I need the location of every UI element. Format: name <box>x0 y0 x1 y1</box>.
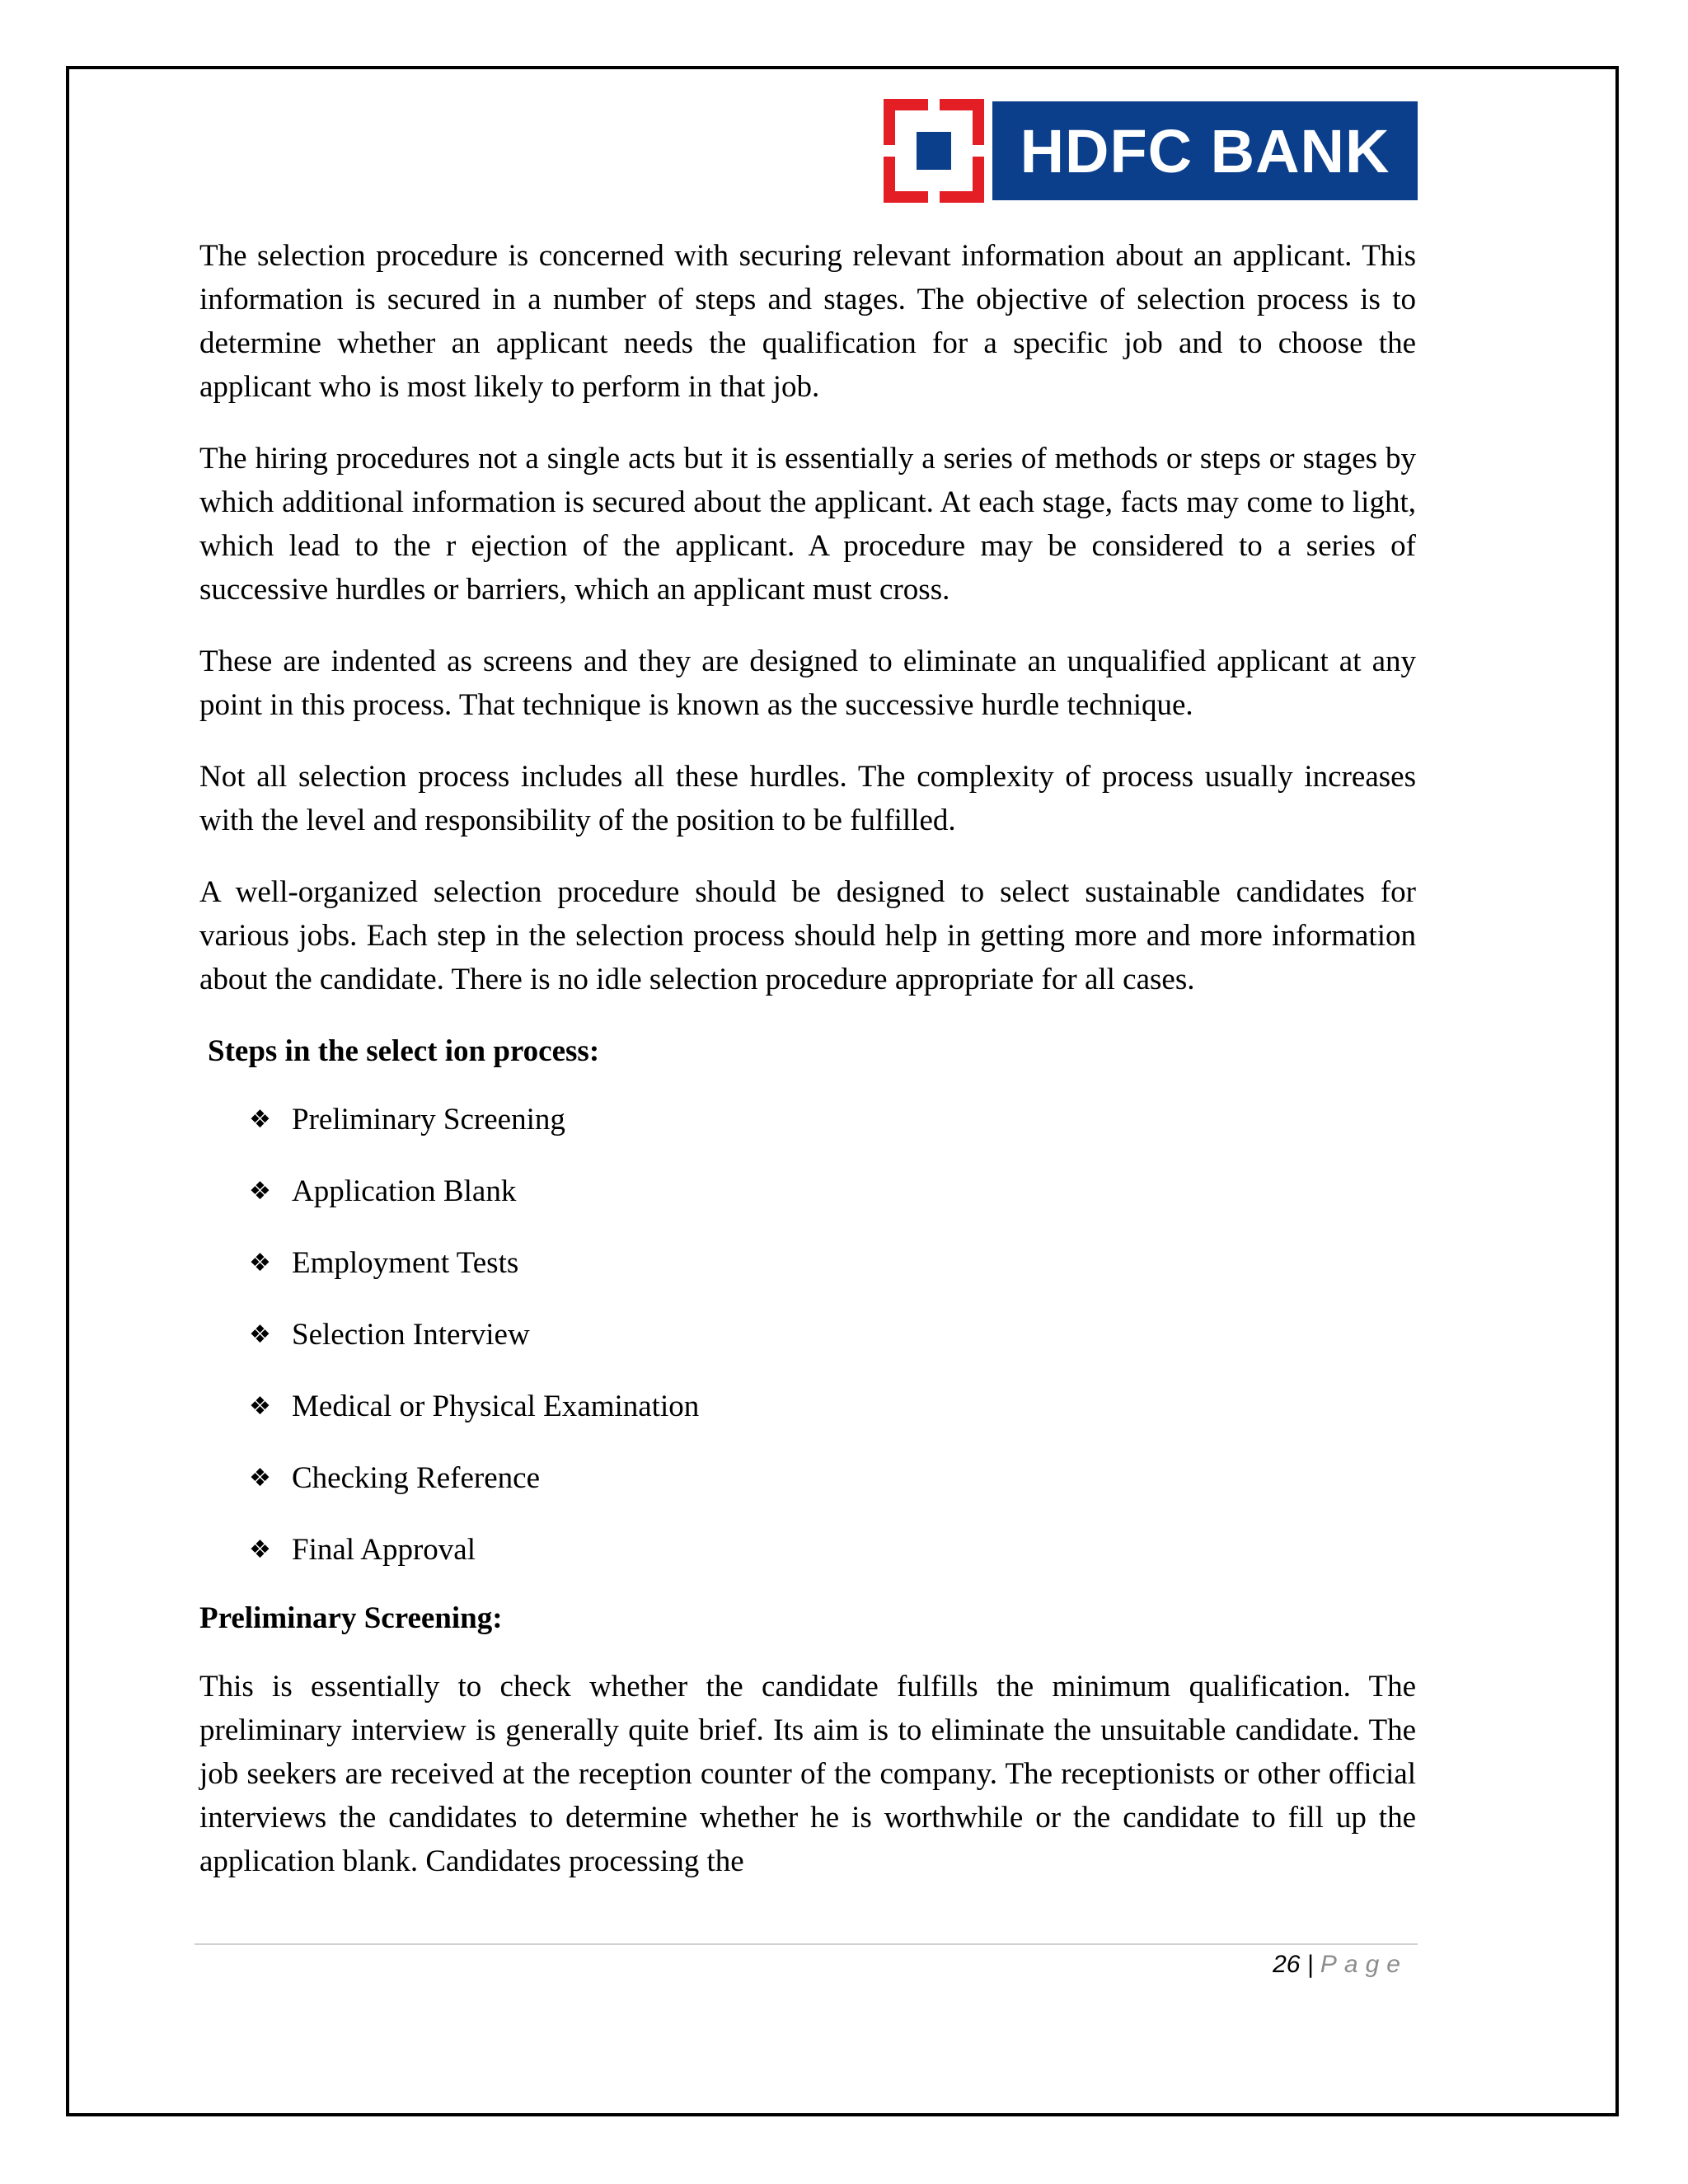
step-label: Final Approval <box>292 1533 476 1567</box>
step-label: Preliminary Screening <box>292 1103 565 1137</box>
diamond-bullet-icon: ❖ <box>249 1177 271 1206</box>
paragraph: The hiring procedures not a single acts but it is essentially a series of methods or steps or stages by which additional information is secured about the applicant. At each stage, facts may come to light, which lead to the r ejection of the applicant. A procedure may be considered to a series of successive hurdles or barriers, which an applicant must cross. <box>199 442 1416 607</box>
diamond-bullet-icon: ❖ <box>249 1320 271 1349</box>
list-item <box>249 1169 1416 1213</box>
diamond-bullet-icon: ❖ <box>249 1535 271 1564</box>
paragraph: The selection procedure is concerned with securing relevant information about an applicant. This information is secured in a number of steps and stages. The objective of selection process is to determine whether an applicant needs the qualification for a specific job and to choose the applicant who is most likely to perform in that job. <box>199 239 1416 404</box>
diamond-bullet-icon: ❖ <box>249 1105 271 1134</box>
paragraph: This is essentially to check whether the candidate fulfills the minimum qualification. The preliminary interview is generally quite brief. Its aim is to eliminate the unsuitable candidate. The job seekers are received at the reception counter of the company. The receptionists or other official interviews the candidates to determine whether he is worthwhile or the candidate to fill up the application blank. Candidates processing the <box>199 1670 1416 1878</box>
hdfc-logo-mark-icon <box>884 99 984 203</box>
paragraph: A well-organized selection procedure should be designed to select sustainable candidates for various jobs. Each step in the selection process should help in getting more and more information about the candidate. There is no idle selection procedure appropriate for all cases. <box>199 875 1416 996</box>
diamond-bullet-icon: ❖ <box>249 1249 271 1277</box>
paragraph: Not all selection process includes all these hurdles. The complexity of process usually increases with the level and responsibility of the position to be fulfilled. <box>199 760 1416 837</box>
list-item <box>249 1385 1416 1428</box>
step-label: Application Blank <box>292 1174 517 1208</box>
page-number: 26 <box>1273 1951 1301 1978</box>
step-label: Employment Tests <box>292 1246 519 1280</box>
logo-text: HDFC BANK <box>1020 116 1390 185</box>
step-label: Medical or Physical Examination <box>292 1390 700 1423</box>
list-item <box>249 1528 1416 1572</box>
list-item <box>249 1098 1416 1141</box>
step-label: Selection Interview <box>292 1318 530 1352</box>
steps-heading: Steps in the select ion process: <box>208 1034 600 1068</box>
list-item <box>249 1456 1416 1500</box>
page-label: Page <box>1320 1951 1408 1978</box>
list-item <box>249 1241 1416 1285</box>
paragraph: These are indented as screens and they are designed to eliminate an unqualified applicant at any point in this process. That technique is known as the successive hurdle technique. <box>199 644 1416 722</box>
document-body <box>199 234 1416 1911</box>
section-heading: Preliminary Screening: <box>199 1601 503 1635</box>
page-footer <box>1273 1947 1408 1983</box>
list-item <box>249 1313 1416 1357</box>
diamond-bullet-icon: ❖ <box>249 1464 271 1493</box>
hdfc-bank-logo <box>884 99 1418 203</box>
footer-divider <box>195 1943 1418 1945</box>
page-separator: | <box>1306 1951 1314 1978</box>
step-label: Checking Reference <box>292 1461 540 1495</box>
hdfc-logo-wordmark <box>992 101 1418 200</box>
steps-list <box>199 1098 1416 1572</box>
diamond-bullet-icon: ❖ <box>249 1392 271 1421</box>
